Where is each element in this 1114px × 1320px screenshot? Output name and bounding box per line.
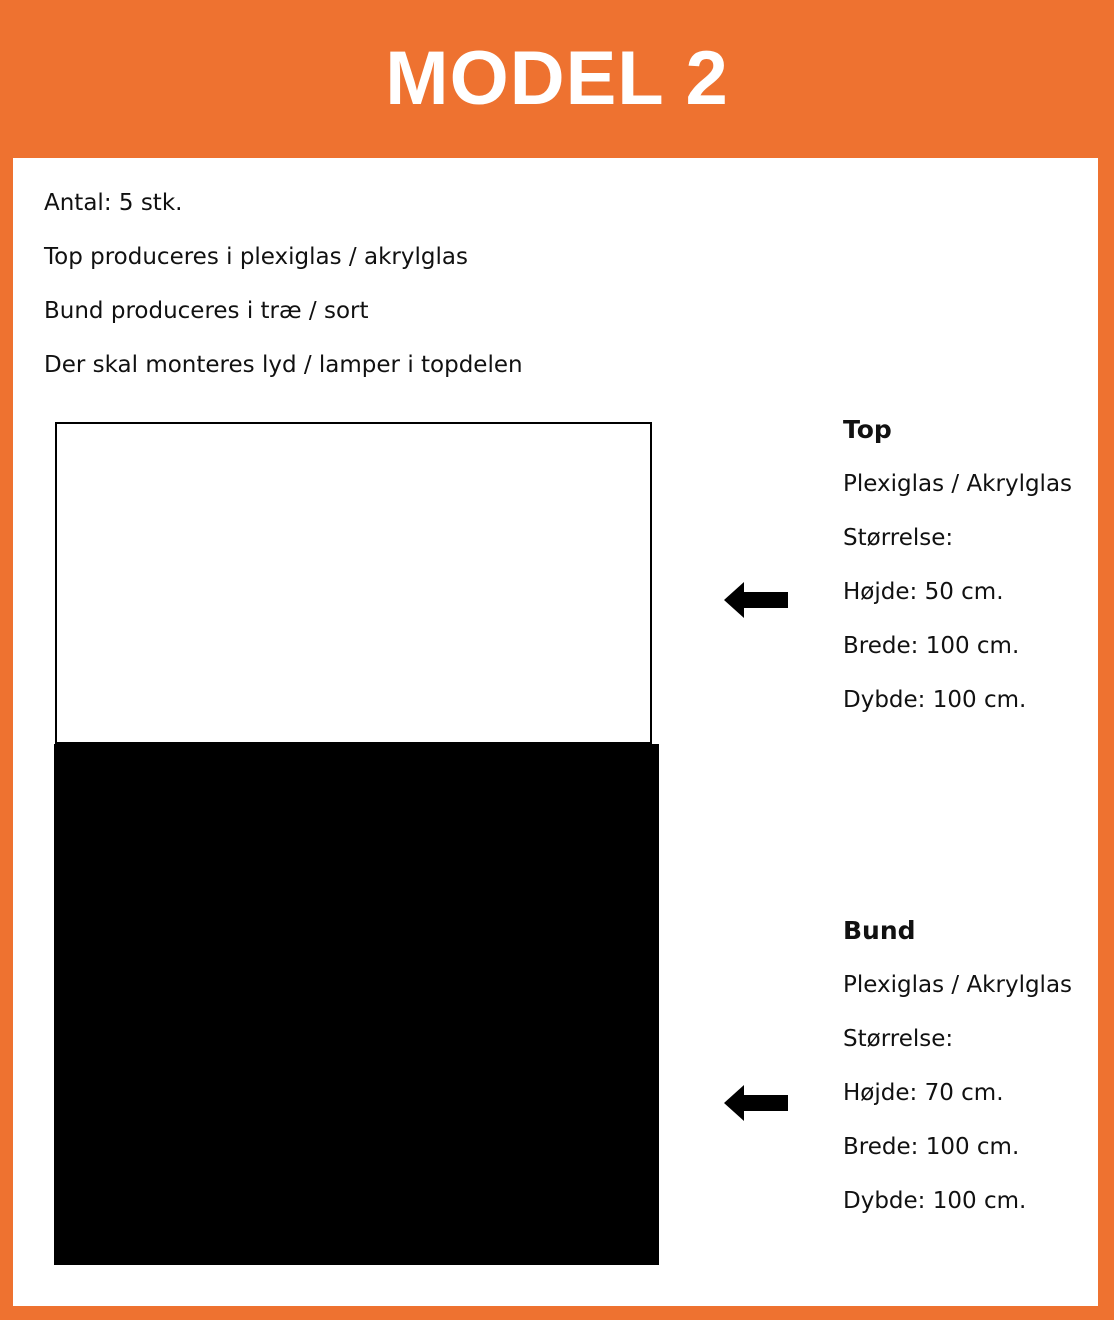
intro-mounting-note: Der skal monteres lyd / lamper i topdelen bbox=[44, 352, 523, 378]
top-heading: Top bbox=[843, 415, 892, 444]
page-title: MODEL 2 bbox=[385, 35, 729, 121]
intro-bottom-material: Bund produceres i træ / sort bbox=[44, 298, 369, 324]
top-material: Plexiglas / Akrylglas bbox=[843, 471, 1073, 497]
intro-list bbox=[44, 176, 523, 392]
top-part-illustration bbox=[55, 422, 652, 744]
content-sheet bbox=[13, 158, 1098, 1306]
top-spec-list bbox=[843, 403, 1072, 727]
top-size-label: Størrelse: bbox=[843, 525, 954, 551]
header-bar bbox=[0, 0, 1114, 158]
bottom-height: Højde: 70 cm. bbox=[843, 1080, 1004, 1106]
bottom-heading: Bund bbox=[843, 916, 916, 945]
bottom-spec-list bbox=[843, 904, 1072, 1228]
bottom-depth: Dybde: 100 cm. bbox=[843, 1188, 1027, 1214]
bottom-part-illustration bbox=[54, 744, 659, 1265]
arrow-left-icon bbox=[724, 1085, 790, 1121]
bottom-size-label: Størrelse: bbox=[843, 1026, 954, 1052]
arrow-left-icon bbox=[724, 582, 790, 618]
bottom-width: Brede: 100 cm. bbox=[843, 1134, 1020, 1160]
bottom-material: Plexiglas / Akrylglas bbox=[843, 972, 1073, 998]
top-width: Brede: 100 cm. bbox=[843, 633, 1020, 659]
intro-top-material: Top produceres i plexiglas / akrylglas bbox=[44, 244, 468, 270]
top-depth: Dybde: 100 cm. bbox=[843, 687, 1027, 713]
top-height: Højde: 50 cm. bbox=[843, 579, 1004, 605]
intro-quantity: Antal: 5 stk. bbox=[44, 190, 183, 216]
